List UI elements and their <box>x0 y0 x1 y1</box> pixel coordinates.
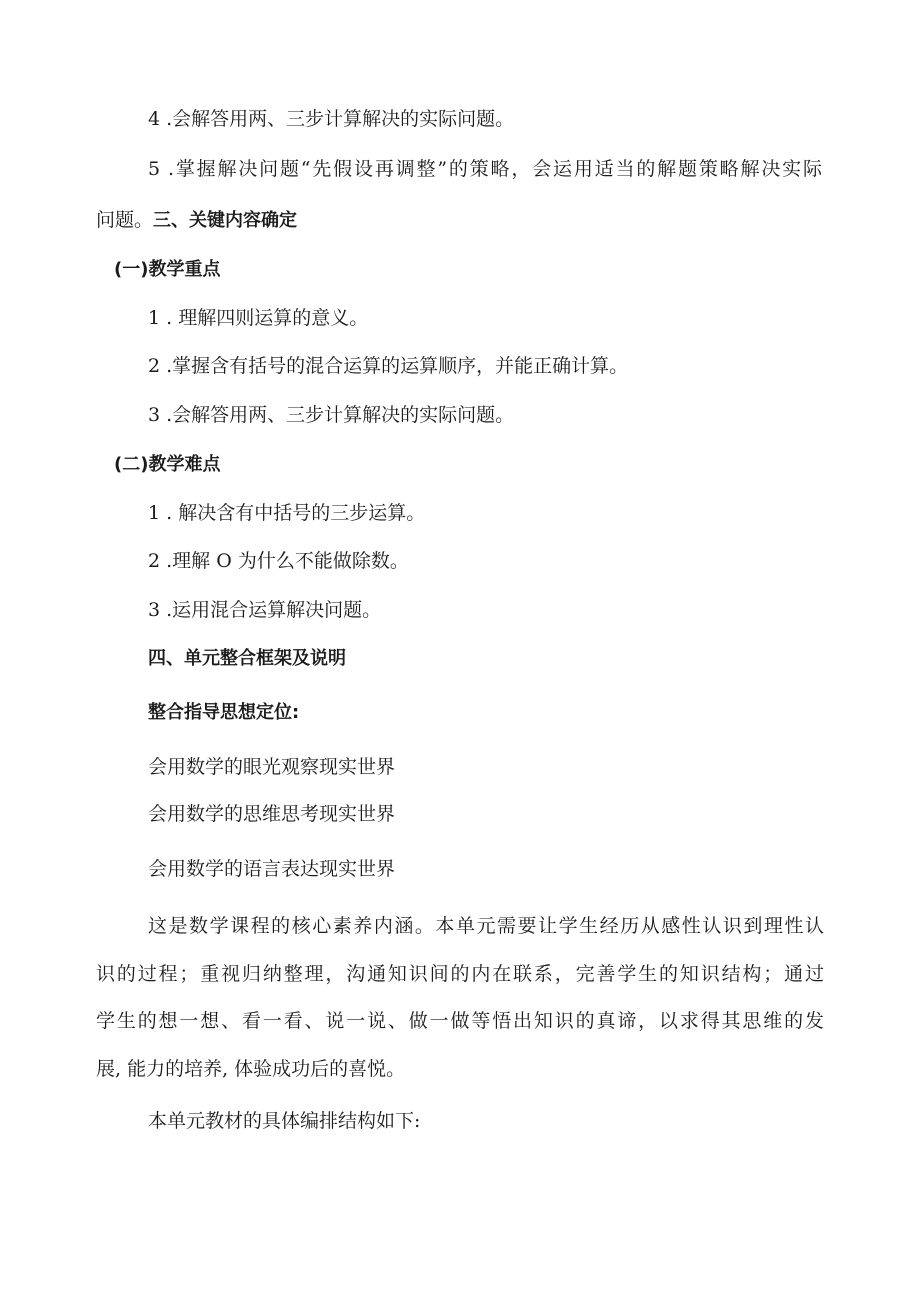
key-point-item: 2 .掌握含有括号的混合运算的运算顺序，并能正确计算。 <box>148 355 629 377</box>
core-idea-item: 会用数学的语言表达现实世界 <box>148 858 396 880</box>
paragraph-line: 识的过程；重视归纳整理，沟通知识间的内在联系，完善学生的知识结构；通过 <box>96 963 824 985</box>
integration-guideline-subtitle: 整合指导思想定位: <box>148 702 300 723</box>
paragraph-line: 展, 能力的培养, 体验成功后的喜悦。 <box>96 1058 406 1080</box>
section-3-title: 三、关键内容确定 <box>153 210 298 231</box>
key-points-heading: (一)教学重点 <box>114 259 221 280</box>
goal-item-4: 4 .会解答用两、三步计算解决的实际问题。 <box>148 108 515 130</box>
key-point-item: 1 . 理解四则运算的意义。 <box>148 307 369 329</box>
core-idea-item: 会用数学的思维思考现实世界 <box>148 803 396 825</box>
difficult-points-heading: (二)教学难点 <box>114 454 221 475</box>
difficult-point-item: 1 . 解决含有中括号的三步运算。 <box>148 502 426 524</box>
structure-intro: 本单元教材的具体编排结构如下: <box>148 1110 421 1132</box>
goal-item-5-line-2-with-section-title <box>96 207 297 234</box>
key-point-item: 3 .会解答用两、三步计算解决的实际问题。 <box>148 404 515 426</box>
paragraph-line: 学生的想一想、看一看、说一说、做一做等悟出知识的真谛，以求得其思维的发 <box>96 1010 824 1032</box>
paragraph-line: 这是数学课程的核心素养内涵。本单元需要让学生经历从感性认识到理性认 <box>148 915 824 937</box>
difficult-point-item: 3 .运用混合运算解决问题。 <box>148 599 382 621</box>
goal-item-5-line-1: 5 .掌握解决问题“先假设再调整”的策略，会运用适当的解题策略解决实际 <box>148 158 822 180</box>
section-4-title: 四、单元整合框架及说明 <box>148 648 346 669</box>
goal-item-5-continuation: 问题。 <box>96 209 154 231</box>
core-idea-item: 会用数学的眼光观察现实世界 <box>148 756 396 778</box>
difficult-point-item: 2 .理解 O 为什么不能做除数。 <box>148 550 409 572</box>
